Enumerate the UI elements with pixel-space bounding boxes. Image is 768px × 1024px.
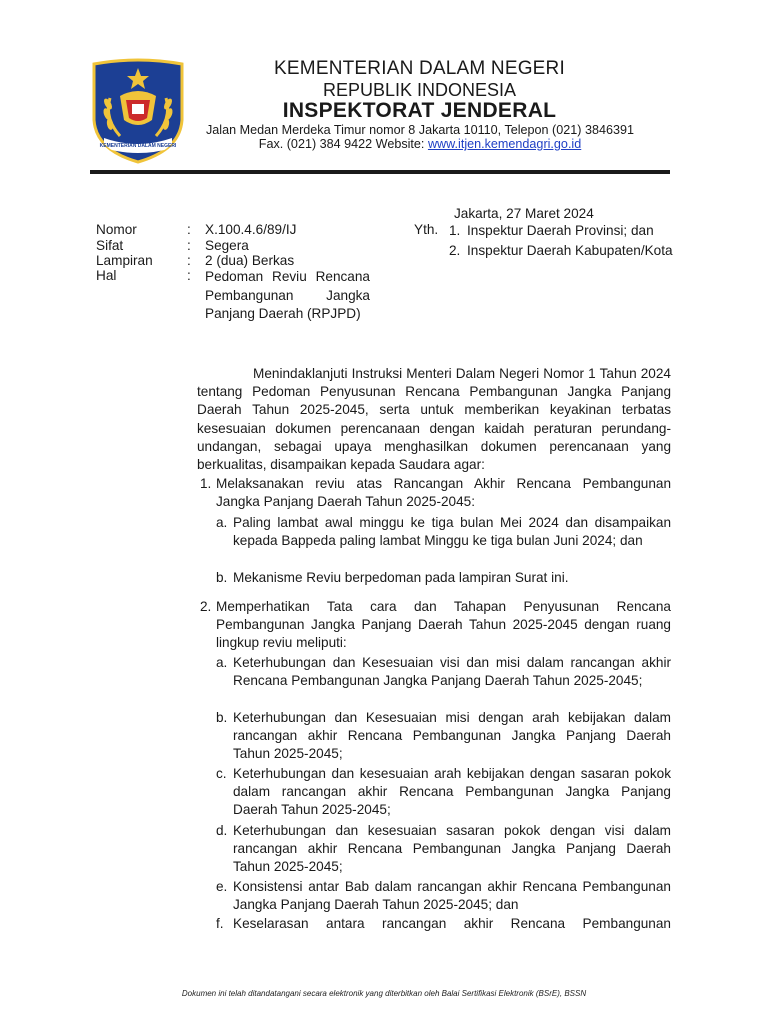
header-unit: INSPEKTORAT JENDERAL xyxy=(282,99,557,122)
recipient-2: Inspektur Daerah Kabupaten/Kota xyxy=(467,243,673,258)
header-fax-website xyxy=(190,137,650,152)
svg-text:KEMENTERIAN DALAM NEGERI: KEMENTERIAN DALAM NEGERI xyxy=(99,143,177,149)
item-2e-num: e. xyxy=(216,879,228,894)
item-2b-text: Keterhubungan dan Kesesuaian misi dengan arah kebijakan dalam rancangan akhir Rencana Pembangunan Jangka Panjang Daerah Tahun 2025-2045; xyxy=(233,710,671,762)
nomor-value: X.100.4.6/89/IJ xyxy=(205,222,297,237)
header-republic: REPUBLIK INDONESIA xyxy=(322,80,517,100)
website-link[interactable]: www.itjen.kemendagri.go.id xyxy=(427,137,582,151)
nomor-label: Nomor xyxy=(96,222,137,237)
sifat-colon: : xyxy=(187,238,191,253)
item-1-text: Melaksanakan reviu atas Rancangan Akhir Rencana Pembangunan Jangka Panjang Daerah Tahun 2025-2045: xyxy=(216,476,671,510)
intro-paragraph: Menindaklanjuti Instruksi Menteri Dalam Negeri Nomor 1 Tahun 2024 tentang Pedoman Penyusunan Rencana Pembangunan Jangka Panjang Daerah Tahun 2025-2045, serta untuk memberikan keyakinan terbatas kesesuaian dokumen perencanaan dengan kaidah peraturan perundang-undangan, sebagai upaya menghasilkan dokumen perencanaan yang berkualitas, disampaikan kepada Saudara agar: xyxy=(197,366,671,473)
sifat-label: Sifat xyxy=(96,238,124,253)
recipient-1: Inspektur Daerah Provinsi; dan xyxy=(467,223,654,238)
item-2a-text: Keterhubungan dan Kesesuaian visi dan misi dalam rancangan akhir Rencana Pembangunan Jangka Panjang Daerah Tahun 2025-2045; xyxy=(233,655,671,689)
item-1a-num: a. xyxy=(216,515,228,530)
item-1b-num: b. xyxy=(216,570,228,585)
item-2c-text: Keterhubungan dan kesesuaian arah kebijakan dengan sasaran pokok dalam rancangan akhir Rencana Pembangunan Jangka Panjang Daerah Tahun 2025-2045; xyxy=(233,766,671,818)
header-divider xyxy=(90,170,670,174)
item-1-num: 1. xyxy=(200,476,212,491)
lampiran-value: 2 (dua) Berkas xyxy=(205,253,295,268)
item-2-text: Memperhatikan Tata cara dan Tahapan Penyusunan Rencana Pembangunan Jangka Panjang Daerah Tahun 2025-2045 dengan ruang lingkup reviu meliputi: xyxy=(216,599,671,651)
nomor-colon: : xyxy=(187,222,191,237)
lampiran-colon: : xyxy=(187,253,191,268)
hal-colon: : xyxy=(187,268,191,283)
item-2d-num: d. xyxy=(216,823,228,838)
item-2b-num: b. xyxy=(216,710,228,725)
e-signature-note: Dokumen ini telah ditandatangani secara elektronik yang diterbitkan oleh Balai Sertifikasi Elektronik (BSrE), BSSN xyxy=(181,989,587,998)
item-2-num: 2. xyxy=(200,599,212,614)
ministry-emblem-logo xyxy=(90,58,186,166)
item-1a-text: Paling lambat awal minggu ke tiga bulan Mei 2024 dan disampaikan kepada Bappeda paling lambat Minggu ke tiga bulan Juni 2024; dan xyxy=(233,515,671,549)
sifat-value: Segera xyxy=(205,238,249,253)
lampiran-label: Lampiran xyxy=(96,253,153,268)
recipient-2-num: 2. xyxy=(449,243,461,258)
item-2a-num: a. xyxy=(216,655,228,670)
item-2c-num: c. xyxy=(216,766,227,781)
item-2f-num: f. xyxy=(216,916,224,931)
header-address: Jalan Medan Merdeka Timur nomor 8 Jakarta 10110, Telepon (021) 3846391 xyxy=(206,123,634,137)
recipient-1-num: 1. xyxy=(449,223,461,238)
hal-value: Pedoman Reviu Rencana Pembangunan Jangka Panjang Daerah (RPJPD) xyxy=(205,269,370,322)
item-1b-text: Mekanisme Reviu berpedoman pada lampiran Surat ini. xyxy=(233,570,569,585)
header-fax: Fax. (021) 384 9422 Website: xyxy=(258,137,428,151)
letter-date: Jakarta, 27 Maret 2024 xyxy=(454,206,594,221)
item-2d-text: Keterhubungan dan kesesuaian sasaran pokok dengan visi dalam rancangan akhir Rencana Pembangunan Jangka Panjang Daerah Tahun 2025-2045; xyxy=(233,823,671,875)
item-2e-text: Konsistensi antar Bab dalam rancangan akhir Rencana Pembangunan Jangka Panjang Daerah Tahun 2025-2045; dan xyxy=(233,879,671,913)
hal-label: Hal xyxy=(96,268,117,283)
header-ministry: KEMENTERIAN DALAM NEGERI xyxy=(274,58,565,79)
item-2f-text: Keselarasan antara rancangan akhir Rencana Pembangunan xyxy=(233,916,671,931)
yth-label: Yth. xyxy=(414,222,439,237)
